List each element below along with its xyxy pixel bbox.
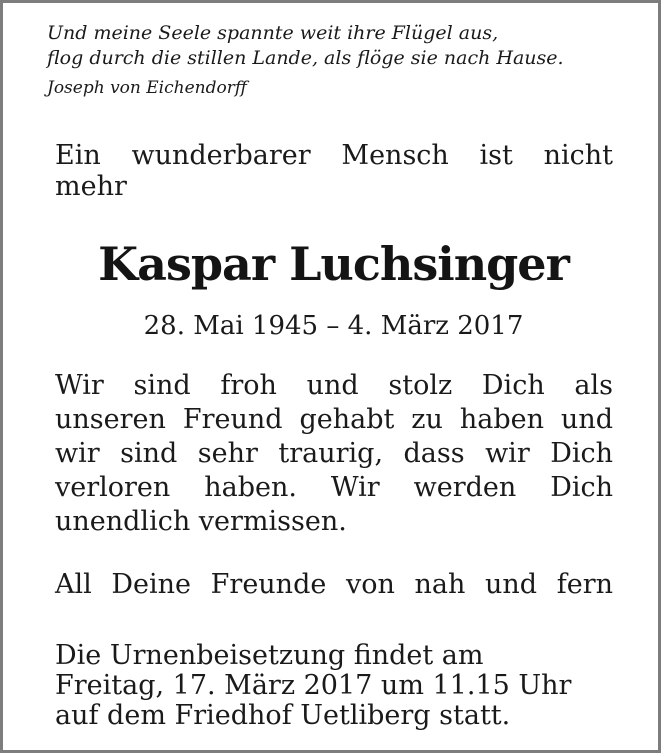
message-line: unseren Freund gehabt zu haben und (55, 404, 613, 435)
message-line: Wir sind froh und stolz Dich als (55, 370, 613, 401)
intro-line: Ein wunderbarer Mensch ist nicht (55, 140, 613, 171)
intro-text (55, 140, 613, 202)
burial-info (55, 641, 613, 731)
burial-line: Die Urnenbeisetzung findet am (55, 640, 484, 671)
message-line: unendlich vermissen. (55, 506, 347, 537)
quote-author: Joseph von Eichendorff (47, 78, 247, 98)
deceased-name: Kaspar Luchsinger (98, 237, 569, 291)
burial-line: Freitag, 17. März 2017 um 11.15 Uhr (55, 670, 572, 701)
epigraph-quote (47, 21, 647, 99)
quote-line: Und meine Seele spannte weit ihre Flügel aus, (47, 22, 499, 44)
signature-line: All Deine Freunde von nah und fern (55, 569, 613, 600)
condolence-message (55, 369, 613, 539)
quote-line: flog durch die stillen Lande, als flöge sie nach Hause. (47, 47, 564, 69)
intro-line: mehr (55, 171, 127, 202)
life-dates: 28. Mai 1945 – 4. März 2017 (143, 311, 524, 341)
burial-line: auf dem Friedhof Uetliberg statt. (55, 700, 511, 731)
signature (55, 568, 613, 602)
message-line: wir sind sehr traurig, dass wir Dich (55, 438, 613, 469)
message-line: verloren haben. Wir werden Dich (55, 472, 613, 503)
